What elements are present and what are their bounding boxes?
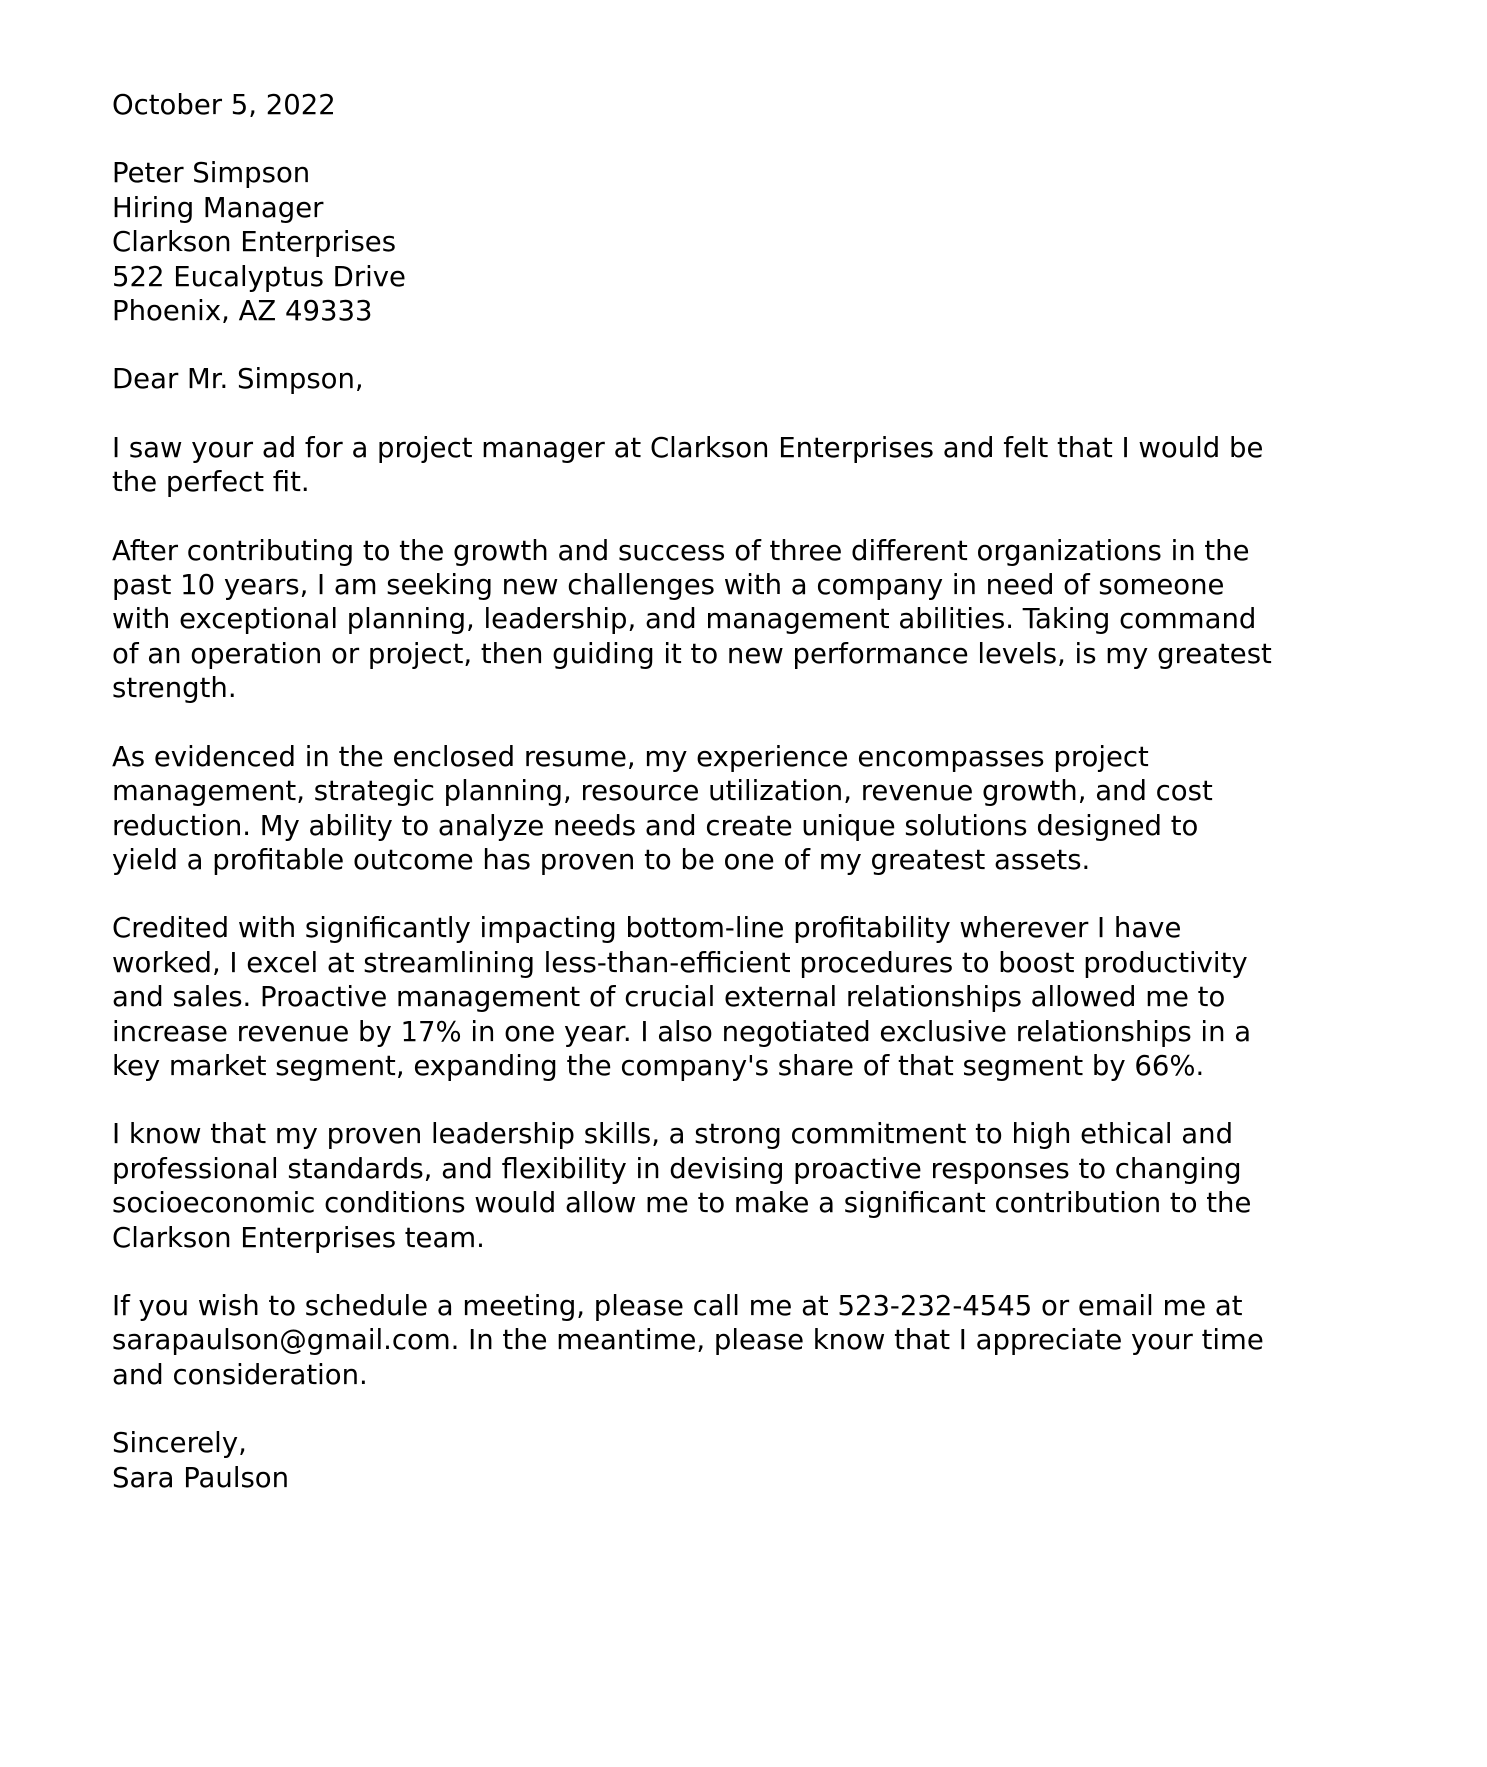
body-paragraph-2: After contributing to the growth and success of three different organizations in the past 10 years, I am seeking new challenges with a company in need of someone with exceptional planning, leadership, and management abilities. Taking command of an operation or project, then guiding it to new performance levels, is my greatest strength. bbox=[112, 534, 1272, 705]
recipient-street: 522 Eucalyptus Drive bbox=[112, 260, 406, 293]
recipient-company: Clarkson Enterprises bbox=[112, 226, 397, 259]
recipient-title: Hiring Manager bbox=[112, 191, 324, 224]
salutation: Dear Mr. Simpson, bbox=[112, 363, 364, 396]
closing-salutation: Sincerely, bbox=[112, 1427, 247, 1460]
letter-body bbox=[112, 88, 1272, 1495]
date-block bbox=[112, 88, 1272, 122]
recipient-address-block bbox=[112, 156, 1272, 328]
recipient-city-state-zip: Phoenix, AZ 49333 bbox=[112, 295, 373, 328]
body-paragraph-1: I saw your ad for a project manager at Clarkson Enterprises and felt that I would be the perfect fit. bbox=[112, 431, 1264, 499]
recipient-name: Peter Simpson bbox=[112, 157, 311, 190]
sender-name: Sara Paulson bbox=[112, 1461, 290, 1494]
letter-date: October 5, 2022 bbox=[112, 89, 336, 121]
body-paragraph-5: I know that my proven leadership skills, a strong commitment to high ethical and professional standards, and flexibility in devising proactive responses to changing socioeconomic conditions would allow me to make a significant contribution to the Clarkson Enterprises team. bbox=[112, 1118, 1252, 1254]
body-paragraph-3: As evidenced in the enclosed resume, my experience encompasses project management, strategic planning, resource utilization, revenue growth, and cost reduction. My ability to analyze needs and create unique solutions designed to yield a profitable outcome has proven to be one of my greatest assets. bbox=[112, 740, 1213, 876]
body-paragraph-6: If you wish to schedule a meeting, please call me at 523-232-4545 or email me at sarapaulson@gmail.com. In the meantime, please know that I appreciate your time and consideration. bbox=[112, 1289, 1264, 1391]
signature-block bbox=[112, 1426, 1272, 1495]
body-paragraph-4: Credited with significantly impacting bottom-line profitability wherever I have worked, I excel at streamlining less-than-efficient procedures to boost productivity and sales. Proactive management of crucial external relationships allowed me to increase revenue by 17% in one year. I also negotiated exclusive relationships in a key market segment, expanding the company's share of that segment by 66%. bbox=[112, 912, 1252, 1082]
salutation-block bbox=[112, 362, 1272, 396]
